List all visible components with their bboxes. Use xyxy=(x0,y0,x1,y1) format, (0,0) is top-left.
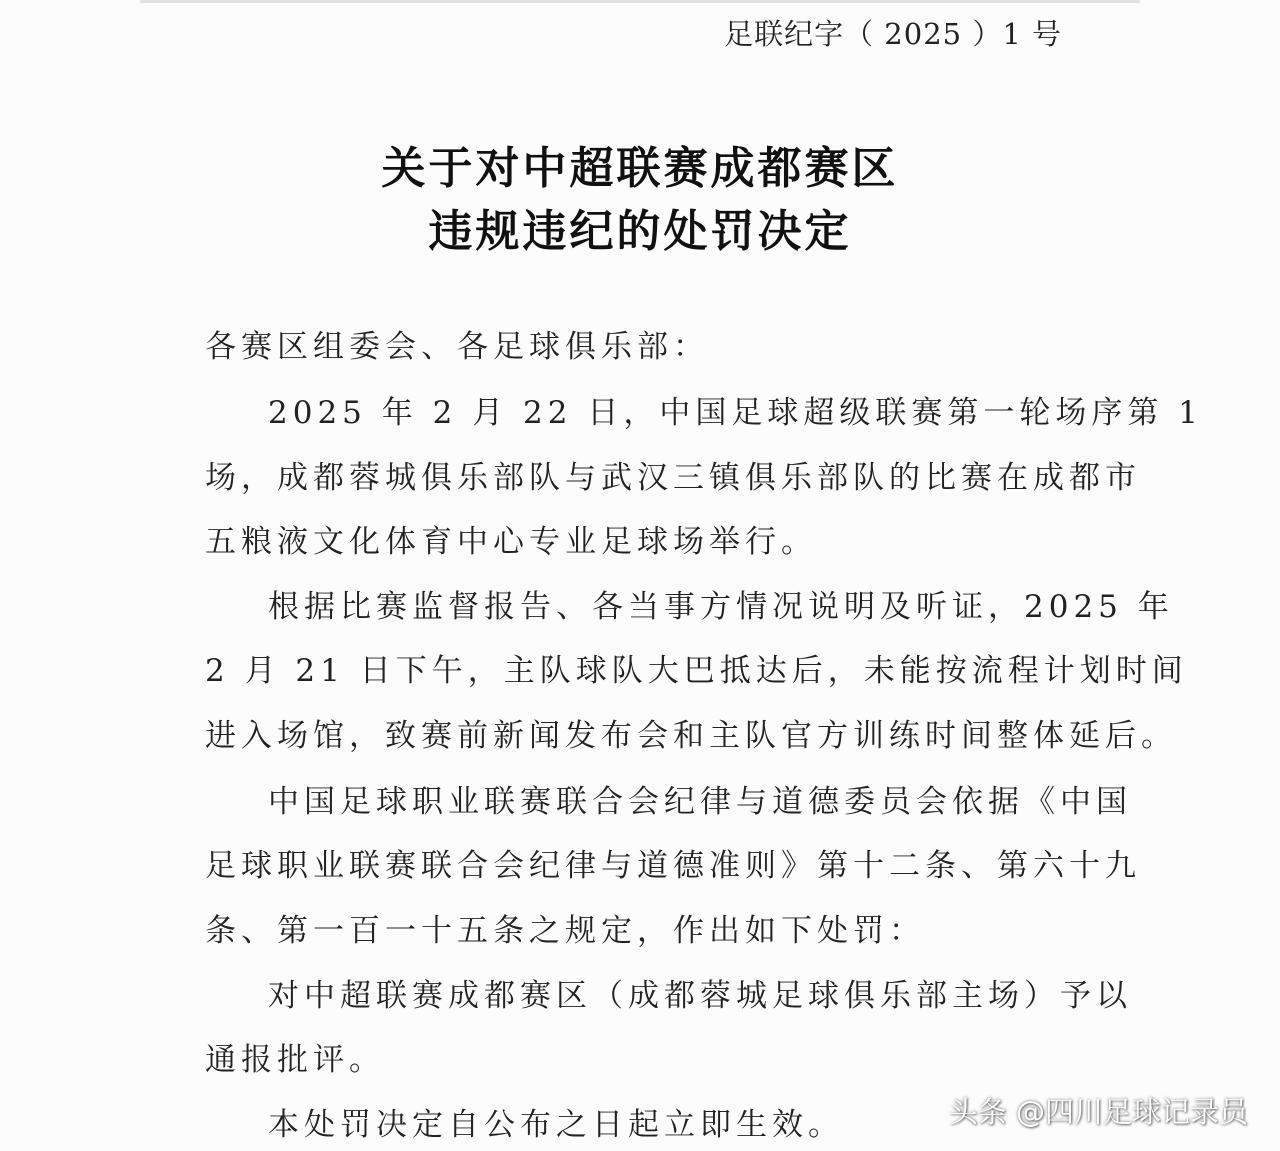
body-line: 五粮液文化体育中心专业足球场举行。 xyxy=(205,524,817,560)
document-title-line-2: 违规违纪的处罚决定 xyxy=(428,206,852,257)
document-number: 足联纪字（ 2025 ）1 号 xyxy=(724,17,1062,51)
body-line: 条、第一百一十五条之规定，作出如下处罚： xyxy=(205,913,925,949)
salutation: 各赛区组委会、各足球俱乐部： xyxy=(205,329,709,365)
body-line: 2 月 21 日下午，主队球队大巴抵达后，未能按流程计划时间 xyxy=(205,653,1188,689)
body-line: 进入场馆，致赛前新闻发布会和主队官方训练时间整体延后。 xyxy=(205,718,1177,754)
body-line: 通报批评。 xyxy=(205,1042,385,1078)
body-line: 中国足球职业联赛联合会纪律与道德委员会依据《中国 xyxy=(268,784,1132,820)
body-line: 场，成都蓉城俱乐部队与武汉三镇俱乐部队的比赛在成都市 xyxy=(205,460,1141,496)
body-line: 足球职业联赛联合会纪律与道德准则》第十二条、第六十九 xyxy=(205,848,1141,884)
body-line: 2025 年 2 月 22 日，中国足球超级联赛第一轮场序第 1 xyxy=(268,395,1203,431)
page-top-edge xyxy=(140,0,1140,3)
body-line: 本处罚决定自公布之日起立即生效。 xyxy=(268,1107,844,1143)
body-line: 根据比赛监督报告、各当事方情况说明及听证，2025 年 xyxy=(268,589,1174,625)
document-title-line-1: 关于对中超联赛成都赛区 xyxy=(381,143,899,194)
body-line: 对中超联赛成都赛区（成都蓉城足球俱乐部主场）予以 xyxy=(268,978,1132,1014)
source-watermark: 头条 @四川足球记录员 xyxy=(948,1095,1248,1129)
